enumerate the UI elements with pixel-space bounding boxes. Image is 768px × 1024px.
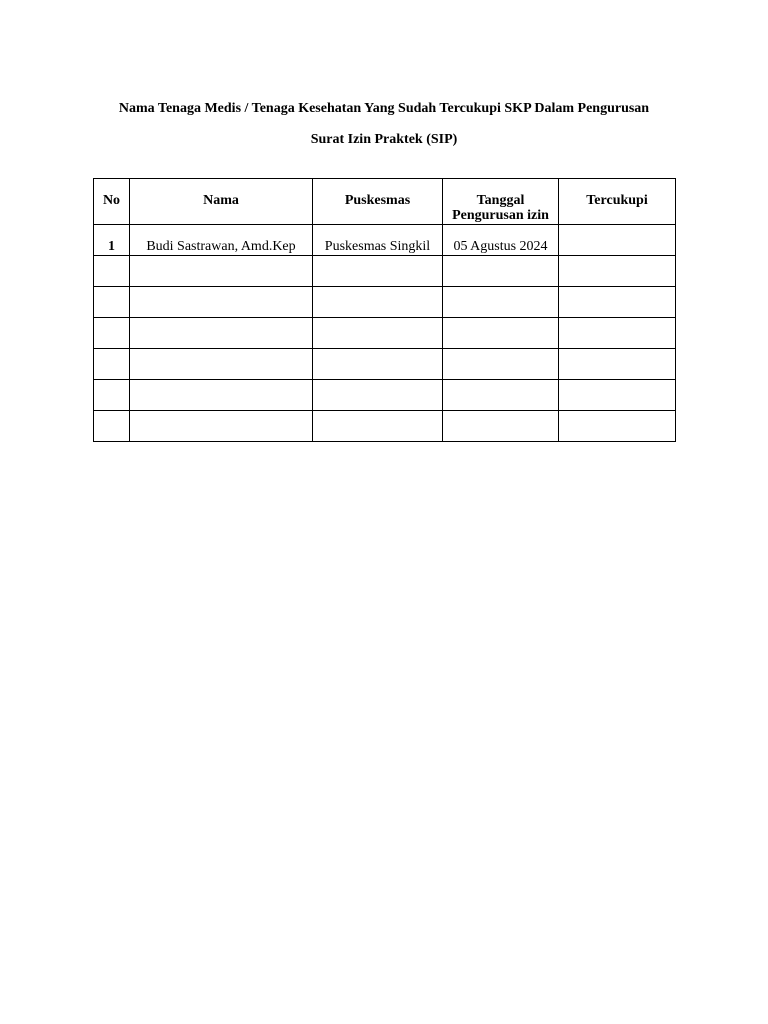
cell-tercukupi xyxy=(559,225,676,256)
header-puskesmas: Puskesmas xyxy=(313,179,443,225)
header-tanggal-line-2: Pengurusan izin xyxy=(452,208,549,223)
document-title-line-1: Nama Tenaga Medis / Tenaga Kesehatan Yang Sudah Tercukupi SKP Dalam Pengurusan xyxy=(118,101,650,116)
cell-puskesmas xyxy=(313,287,443,318)
header-tanggal-line-1: Tanggal xyxy=(476,193,525,208)
cell-nama xyxy=(130,349,313,380)
cell-tanggal xyxy=(443,380,559,411)
cell-no xyxy=(94,287,130,318)
cell-no: 1 xyxy=(94,225,130,256)
table-row xyxy=(94,287,676,318)
header-nama: Nama xyxy=(130,179,313,225)
cell-tanggal xyxy=(443,287,559,318)
cell-no xyxy=(94,349,130,380)
cell-no xyxy=(94,256,130,287)
cell-puskesmas xyxy=(313,411,443,442)
table-row xyxy=(94,256,676,287)
cell-tercukupi xyxy=(559,318,676,349)
cell-no xyxy=(94,318,130,349)
table-row xyxy=(94,349,676,380)
cell-puskesmas xyxy=(313,380,443,411)
header-tanggal-pengurusan xyxy=(443,179,559,225)
cell-puskesmas xyxy=(313,349,443,380)
cell-tanggal xyxy=(443,349,559,380)
cell-nama xyxy=(130,411,313,442)
cell-tercukupi xyxy=(559,411,676,442)
cell-tercukupi xyxy=(559,349,676,380)
table-row xyxy=(94,411,676,442)
cell-no xyxy=(94,380,130,411)
cell-tercukupi xyxy=(559,287,676,318)
cell-puskesmas xyxy=(313,318,443,349)
cell-nama xyxy=(130,256,313,287)
table-row xyxy=(94,225,676,256)
cell-tanggal xyxy=(443,411,559,442)
table-row xyxy=(94,380,676,411)
cell-tanggal xyxy=(443,256,559,287)
cell-tanggal: 05 Agustus 2024 xyxy=(443,225,559,256)
cell-tanggal xyxy=(443,318,559,349)
table-header-row xyxy=(94,179,676,225)
header-no: No xyxy=(94,179,130,225)
cell-tercukupi xyxy=(559,256,676,287)
cell-puskesmas xyxy=(313,256,443,287)
cell-tercukupi xyxy=(559,380,676,411)
cell-nama xyxy=(130,380,313,411)
sip-table xyxy=(93,178,676,442)
cell-nama xyxy=(130,287,313,318)
cell-no xyxy=(94,411,130,442)
cell-nama: Budi Sastrawan, Amd.Kep xyxy=(130,225,313,256)
cell-nama xyxy=(130,318,313,349)
cell-puskesmas: Puskesmas Singkil xyxy=(313,225,443,256)
table-row xyxy=(94,318,676,349)
document-title-line-2: Surat Izin Praktek (SIP) xyxy=(310,132,458,147)
header-tercukupi: Tercukupi xyxy=(559,179,676,225)
